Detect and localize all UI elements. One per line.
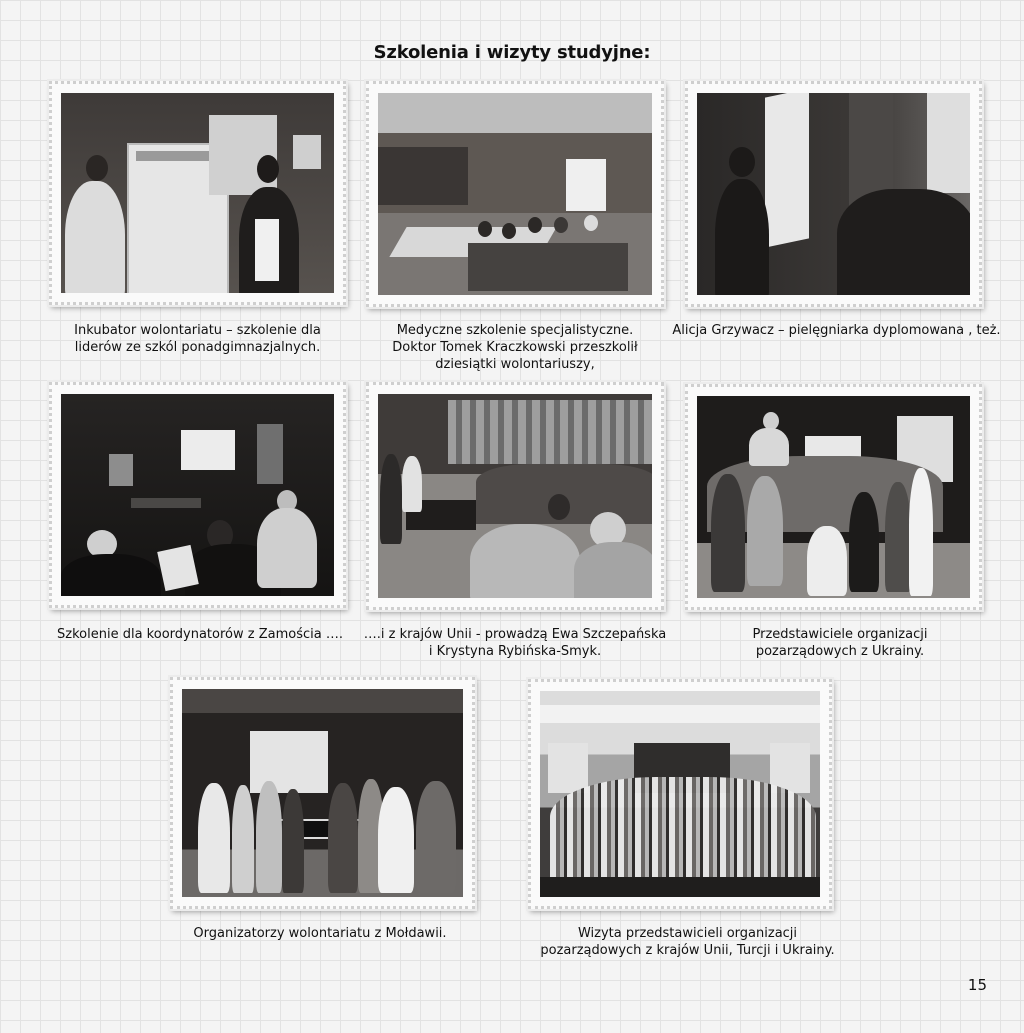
photo-2 <box>378 93 652 295</box>
photo-frame-1 <box>49 81 346 305</box>
page-number: 15 <box>967 976 987 994</box>
photo-frame-5 <box>366 382 664 610</box>
caption-4: Szkolenie dla koordynatorów z Zamościa …. <box>57 627 343 642</box>
photo-4 <box>61 394 334 596</box>
caption-1: Inkubator wolontariatu – szkolenie dla liderów ze szkól ponadgimnazjalnych. <box>74 323 321 355</box>
photo-3 <box>697 93 970 295</box>
projector-screen <box>250 731 328 793</box>
photo-8 <box>540 691 820 897</box>
photo-6 <box>697 396 970 598</box>
photo-1 <box>61 93 334 293</box>
caption-7: Organizatorzy wolontariatu z Mołdawii. <box>193 926 447 941</box>
caption-8: Wizyta przedstawicieli organizacji pozarządowych z krajów Unii, Turcji i Ukrainy. <box>540 926 835 958</box>
caption-6: Przedstawiciele organizacji pozarządowych z Ukrainy. <box>752 627 928 659</box>
photo-frame-4 <box>49 382 346 608</box>
photo-frame-6 <box>685 384 982 610</box>
photo-frame-3 <box>685 81 982 307</box>
photo-frame-7 <box>170 677 475 909</box>
page-title: Szkolenia i wizyty studyjne: <box>373 42 651 63</box>
projector-screen <box>566 159 606 211</box>
caption-3: Alicja Grzywacz – pielęgniarka dyplomowana , też. <box>672 323 1001 338</box>
photo-7 <box>182 689 463 897</box>
projector-screen <box>181 430 235 470</box>
projector-screen <box>765 93 809 248</box>
caption-2: Medyczne szkolenie specjalistyczne. Doktor Tomek Kraczkowski przeszkolił dziesiątki wolontariuszy, <box>392 323 638 372</box>
photo-frame-2 <box>366 81 664 307</box>
caption-5: ….i z krajów Unii - prowadzą Ewa Szczepańska i Krystyna Rybińska-Smyk. <box>363 627 667 659</box>
photo-frame-8 <box>528 679 832 909</box>
photo-5 <box>378 394 652 598</box>
